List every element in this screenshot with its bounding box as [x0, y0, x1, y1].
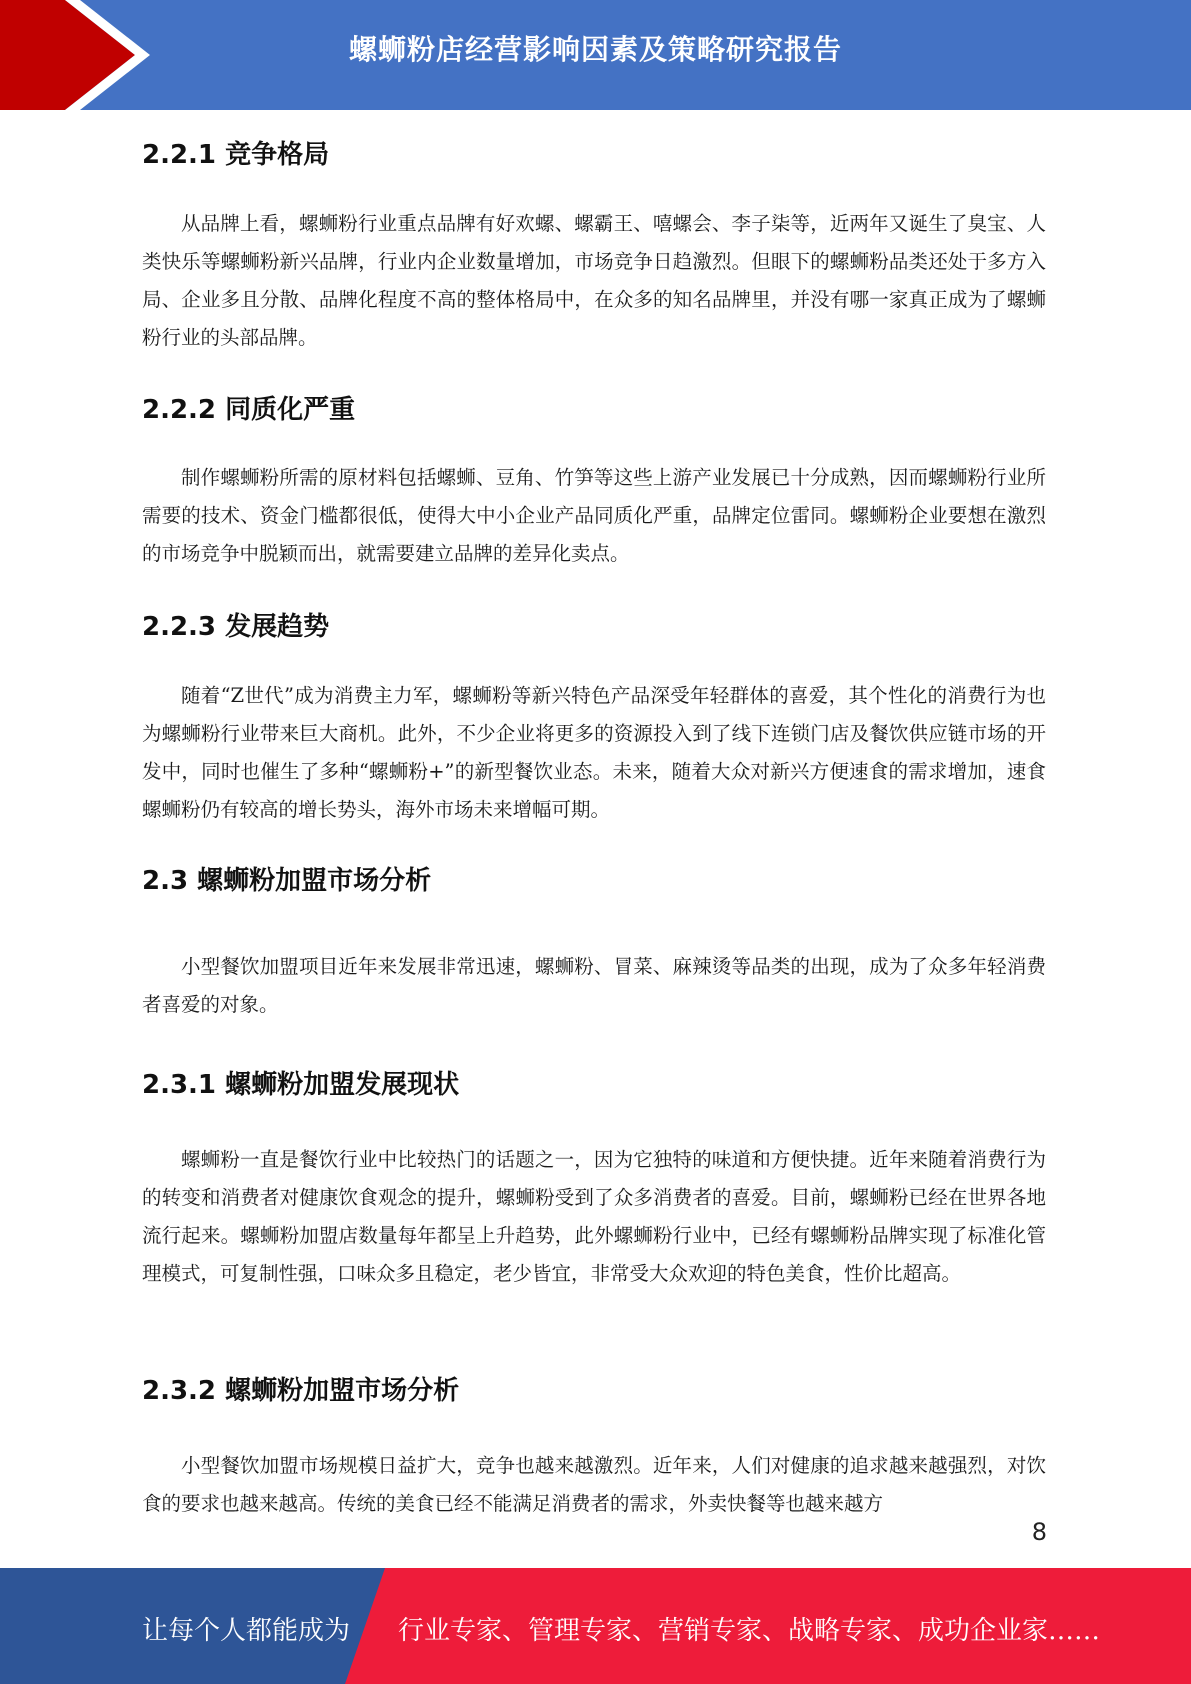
- section-heading-2-2-1: 2.2.1 竞争格局: [142, 140, 330, 170]
- page-number: 8: [1031, 1518, 1047, 1546]
- section-paragraph-2-3: 小型餐饮加盟项目近年来发展非常迅速，螺蛳粉、冒菜、麻辣烫等品类的出现，成为了众多年轻消费者喜爱的对象。: [142, 955, 1046, 1016]
- section-heading-2-3: 2.3 螺蛳粉加盟市场分析: [142, 866, 432, 896]
- page-header: [0, 0, 1191, 110]
- page-footer: [0, 1568, 1191, 1684]
- section-heading-2-3-2: 2.3.2 螺蛳粉加盟市场分析: [142, 1376, 460, 1406]
- section-heading-2-2-2: 2.2.2 同质化严重: [142, 395, 356, 425]
- section-heading-2-3-1: 2.3.1 螺蛳粉加盟发展现状: [142, 1070, 460, 1100]
- section-paragraph-2-2-3: 随着“Z世代”成为消费主力军，螺蛳粉等新兴特色产品深受年轻群体的喜爱，其个性化的消费行为也为螺蛳粉行业带来巨大商机。此外，不少企业将更多的资源投入到了线下连锁门店及餐饮供应链市场的开发中，同时也催生了多种“螺蛳粉+”的新型餐饮业态。未来，随着大众对新兴方便速食的需求增加，速食螺蛳粉仍有较高的增长势头，海外市场未来增幅可期。: [142, 684, 1046, 821]
- footer-slogan-left: 让每个人都能成为: [142, 1616, 351, 1646]
- section-heading-2-2-3: 2.2.3 发展趋势: [142, 612, 330, 642]
- section-paragraph-2-2-1: 从品牌上看，螺蛳粉行业重点品牌有好欢螺、螺霸王、嘻螺会、李子柒等，近两年又诞生了臭宝、人类快乐等螺蛳粉新兴品牌，行业内企业数量增加，市场竞争日趋激烈。但眼下的螺蛳粉品类还处于多方入局、企业多且分散、品牌化程度不高的整体格局中，在众多的知名品牌里，并没有哪一家真正成为了螺蛳粉行业的头部品牌。: [142, 212, 1046, 349]
- footer-slogan-right: 行业专家、管理专家、营销专家、战略专家、成功企业家……: [398, 1616, 1101, 1646]
- section-paragraph-2-2-2: 制作螺蛳粉所需的原材料包括螺蛳、豆角、竹笋等这些上游产业发展已十分成熟，因而螺蛳粉行业所需要的技术、资金门槛都很低，使得大中小企业产品同质化严重，品牌定位雷同。螺蛳粉企业要想在激烈的市场竞争中脱颖而出，就需要建立品牌的差异化卖点。: [142, 466, 1046, 565]
- section-paragraph-2-3-1: 螺蛳粉一直是餐饮行业中比较热门的话题之一，因为它独特的味道和方便快捷。近年来随着消费行为的转变和消费者对健康饮食观念的提升，螺蛳粉受到了众多消费者的喜爱。目前，螺蛳粉已经在世界各地流行起来。螺蛳粉加盟店数量每年都呈上升趋势，此外螺蛳粉行业中，已经有螺蛳粉品牌实现了标准化管理模式，可复制性强，口味众多且稳定，老少皆宜，非常受大众欢迎的特色美食，性价比超高。: [142, 1148, 1046, 1285]
- section-paragraph-2-3-2: 小型餐饮加盟市场规模日益扩大，竞争也越来越激烈。近年来，人们对健康的追求越来越强烈，对饮食的要求也越来越高。传统的美食已经不能满足消费者的需求，外卖快餐等也越来越方: [142, 1454, 1046, 1515]
- report-title: 螺蛳粉店经营影响因素及策略研究报告: [348, 33, 842, 66]
